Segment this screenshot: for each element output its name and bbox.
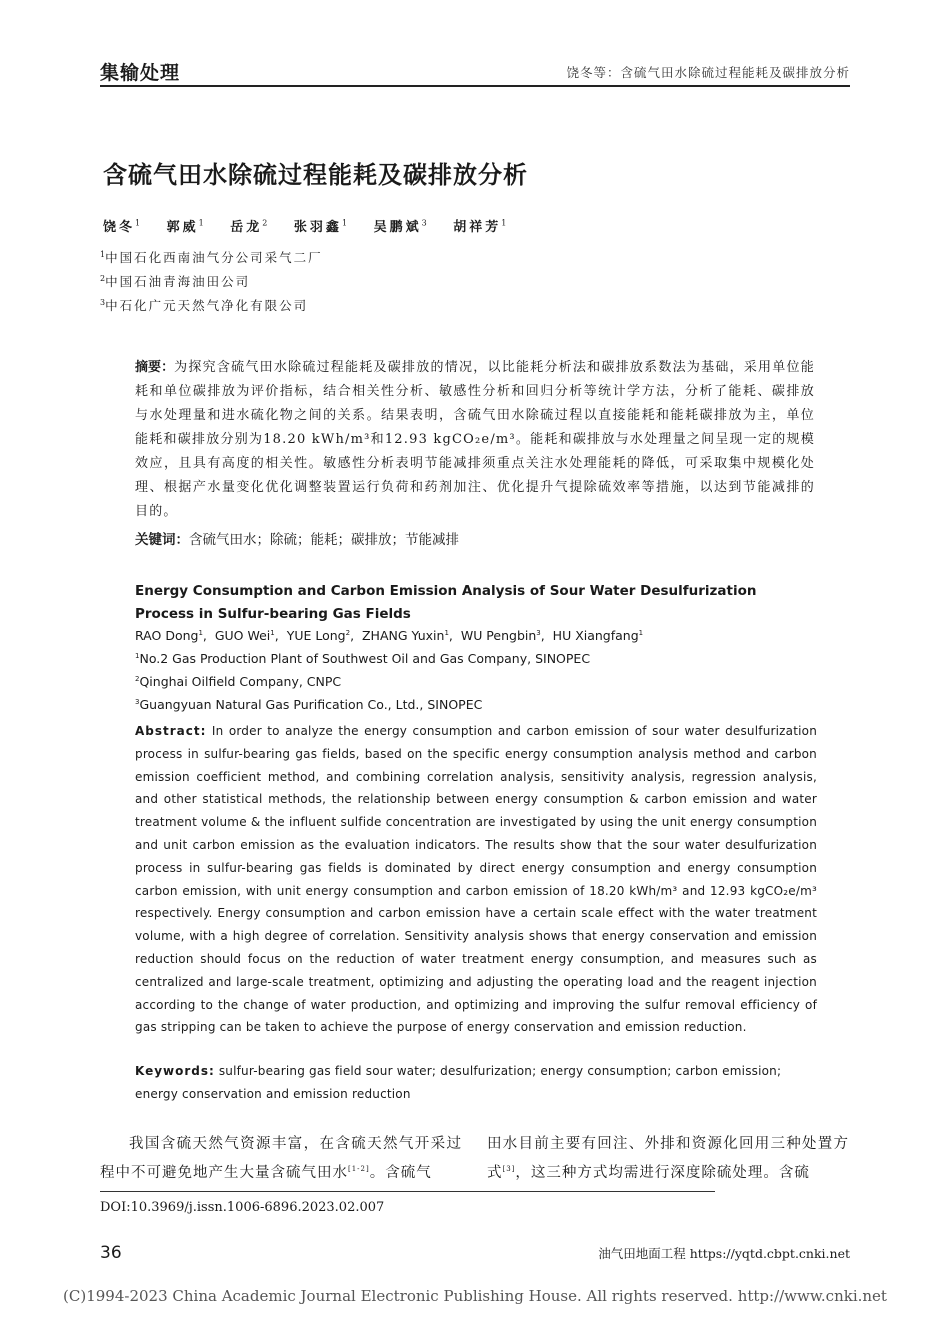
doi[interactable]: DOI:10.3969/j.issn.1006-6896.2023.02.007 bbox=[100, 1200, 385, 1215]
header-divider bbox=[100, 85, 850, 87]
abstract-en-label: Abstract: bbox=[135, 724, 207, 738]
abstract-label: 摘要： bbox=[135, 360, 175, 375]
author: 岳龙$^2$ bbox=[230, 218, 268, 235]
section-label: 集输处理 bbox=[100, 62, 181, 84]
abstract-text: 为探究含硫气田水除硫过程能耗及碳排放的情况，以比能耗分析法和碳排放系数法为基础，采用单位能耗和单位碳排放为评价指标，结合相关性分析、敏感性分析和回归分析等统计学方法，分析了能耗、碳排放与水处理量和进水硫化物之间的关系。结果表明，含硫气田水除硫过程以直接能耗和能耗碳排放为主，单位能耗和碳排放分别为18.20 kWh/m³和12.93 kgCO₂e/m³。能耗和碳排放与水处理量之间呈现一定的规模效应，且具有高度的相关性。敏感性分析表明节能减排须重点关注水处理能耗的降低，可采取集中规模化处理、根据产水量变化优化调整装置运行负荷和药剂加注、优化提升气提除硫效率等措施，以达到节能减排的目的。 bbox=[135, 360, 815, 519]
affiliation-en: $^2$Qinghai Oilfield Company, CNPC bbox=[135, 674, 342, 689]
keywords-text: 含硫气田水；除硫；能耗；碳排放；节能减排 bbox=[189, 532, 459, 548]
paper-title-en: Energy Consumption and Carbon Emission Analysis of Sour Water Desulfurization Process in Sulfur-bearing Gas Fields bbox=[135, 583, 757, 622]
author-list bbox=[103, 216, 528, 235]
affiliation: $^2$中国石油青海油田公司 bbox=[100, 273, 251, 289]
page-number: 36 bbox=[100, 1243, 122, 1263]
body-column-left: 我国含硫天然气资源丰富，在含硫天然气开采过程中不可避免地产生大量含硫气田水[1-2]。含硫气 bbox=[100, 1136, 462, 1181]
keywords-label: 关键词： bbox=[135, 532, 189, 548]
author: 饶冬$^1$ bbox=[103, 218, 141, 235]
copyright-notice: (C)1994-2023 China Academic Journal Electronic Publishing House. All rights reserved. http://www.cnki.net bbox=[63, 1287, 887, 1305]
keywords-cn bbox=[135, 528, 459, 548]
paper-title: 含硫气田水除硫过程能耗及碳排放分析 bbox=[103, 160, 528, 189]
footnote-divider bbox=[100, 1191, 715, 1192]
affiliation: $^3$中石化广元天然气净化有限公司 bbox=[100, 297, 309, 313]
author-list-en: RAO Dong$^1$, GUO Wei$^1$, YUE Long$^2$, ZHANG Yuxin$^1$, WU Pengbin$^3$, HU Xiangfang$^1$ bbox=[135, 628, 644, 643]
affiliation-en: $^3$Guangyuan Natural Gas Purification Co., Ltd., SINOPEC bbox=[135, 697, 483, 712]
affiliation-en: $^1$No.2 Gas Production Plant of Southwest Oil and Gas Company, SINOPEC bbox=[135, 651, 591, 666]
keywords-en-label: Keywords: bbox=[135, 1064, 215, 1078]
author: 郭威$^1$ bbox=[166, 218, 204, 235]
keywords-en-text: sulfur-bearing gas field sour water; desulfurization; energy consumption; carbon emission; energy conservation and emission reduction bbox=[135, 1064, 782, 1101]
affiliation: $^1$中国石化西南油气分公司采气二厂 bbox=[100, 249, 323, 265]
abstract-en bbox=[135, 720, 817, 1039]
body-column-right: 田水目前主要有回注、外排和资源化回用三种处置方式[3]，这三种方式均需进行深度除硫处理。含硫 bbox=[487, 1136, 849, 1181]
abstract-cn bbox=[135, 356, 815, 524]
author: 张羽鑫$^1$ bbox=[293, 218, 348, 235]
abstract-en-text: In order to analyze the energy consumption and carbon emission of sour water desulfurization process in sulfur-bearing gas fields, based on the specific energy consumption analysis method and carbon emission coefficient method, and combining correlation analysis, sensitivity analysis, regression analysis, and other statistical methods, the relationship between energy consumption & carbon emission and water treatment volume & the influent sulfide concentration are investigated by using the unit energy consumption and unit carbon emission as the evaluation indicators. The results show that the sour water desulfurization process in sulfur-bearing gas fields is dominated by direct energy consumption and energy consumption carbon emission, with unit energy consumption and carbon emission of 18.20 kWh/m³ and 12.93 kgCO₂e/m³ respectively. Energy consumption and carbon emission have a certain scale effect with the water treatment volume, with a high degree of correlation. Sensitivity analysis shows that energy conservation and emission reduction should focus on the reduction of water treatment energy consumption, and measures such as centralized and large-scale treatment, optimizing and adjusting the operating load and the reagent injection according to the change of water production, and optimizing and improving the sulfur removal efficiency of gas stripping can be taken to achieve the purpose of energy conservation and emission reduction. bbox=[135, 724, 818, 1035]
author: 吴鹏斌$^3$ bbox=[373, 218, 427, 235]
journal-footer: 油气田地面工程 https://yqtd.cbpt.cnki.net bbox=[598, 1246, 850, 1261]
author: 胡祥芳$^1$ bbox=[453, 218, 507, 235]
keywords-en bbox=[135, 1060, 817, 1106]
running-title: 饶冬等：含硫气田水除硫过程能耗及碳排放分析 bbox=[566, 65, 850, 80]
